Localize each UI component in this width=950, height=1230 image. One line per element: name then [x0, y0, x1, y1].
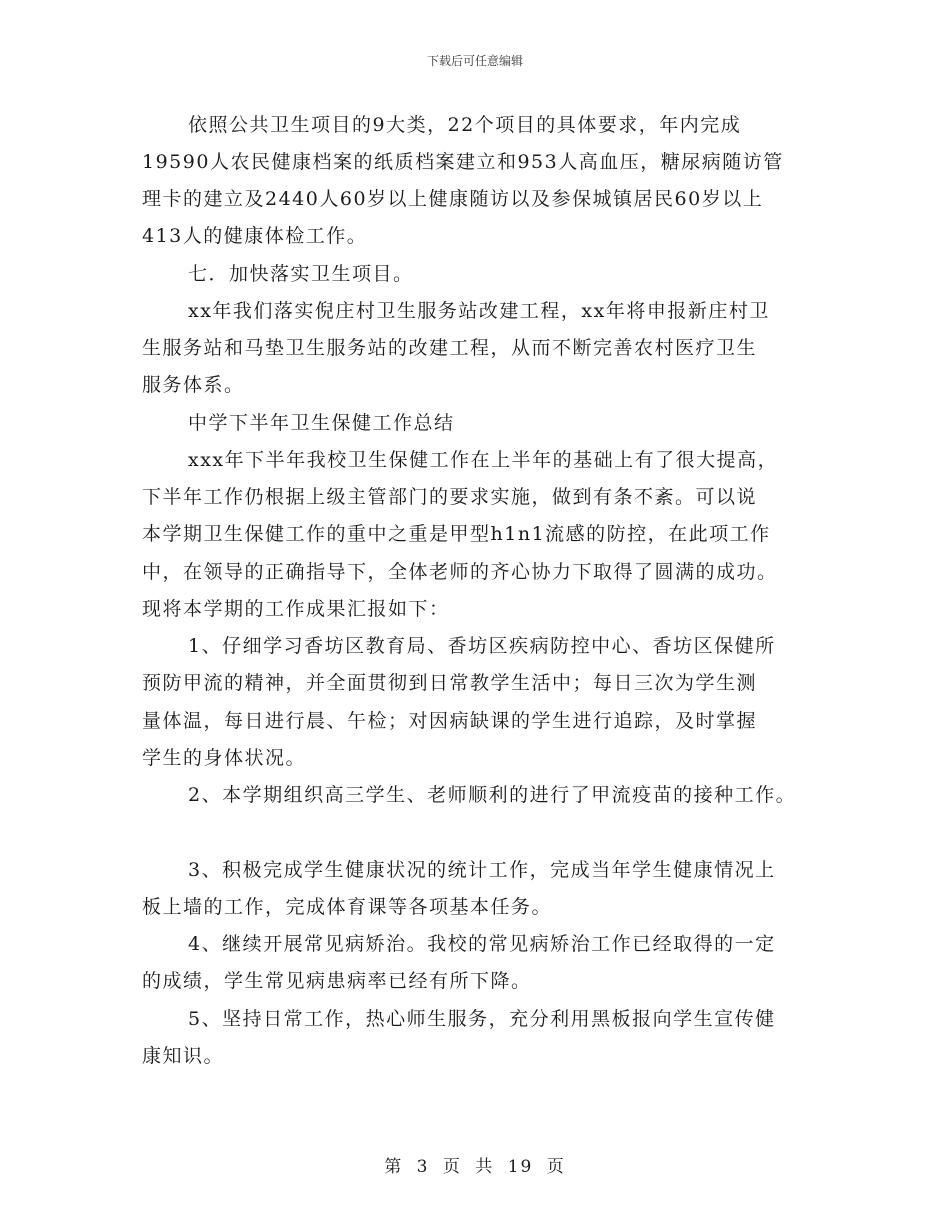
paragraph-line: 服务体系。 [142, 374, 245, 396]
paragraph-line: xx年我们落实倪庄村卫生服务站改建工程，xx年将申报新庄村卫 [188, 300, 770, 322]
list-item-line: 1、仔细学习香坊区教育局、香坊区疾病防控中心、香坊区保健所 [188, 635, 776, 657]
list-item-line: 的成绩，学生常见病患病率已经有所下降。 [142, 970, 532, 992]
footer-total-pages: 19 [507, 1157, 534, 1177]
list-item-line: 预防甲流的精神，并全面贯彻到日常教学生活中；每日三次为学生测 [142, 672, 758, 694]
paragraph-line: 现将本学期的工作成果汇报如下： [142, 598, 450, 620]
paragraph-line: 本学期卫生保健工作的重中之重是甲型h1n1流感的防控，在此项工作 [142, 523, 771, 545]
list-item-line: 量体温，每日进行晨、午检；对因病缺课的学生进行追踪，及时掌握 [142, 710, 758, 732]
list-item-line: 康知识。 [142, 1045, 225, 1067]
list-item-line: 学生的身体状况。 [142, 747, 307, 769]
footer-current-page: 3 [416, 1157, 430, 1177]
paragraph-line: 生服务站和马垫卫生服务站的改建工程，从而不断完善农村医疗卫生 [142, 337, 758, 359]
document-title: 中学下半年卫生保健工作总结 [188, 412, 455, 434]
header-note: 下载后可任意编辑 [426, 54, 523, 68]
paragraph-line: 中，在领导的正确指导下，全体老师的齐心协力下取得了圆满的成功。 [142, 561, 778, 583]
paragraph-line: 413人的健康体检工作。 [142, 225, 368, 247]
page-number-footer [0, 1152, 950, 1177]
paragraph-line: xxx年下半年我校卫生保健工作在上半年的基础上有了很大提高， [188, 449, 779, 471]
footer-label-total: 共 [475, 1157, 495, 1177]
section-heading: 七．加快落实卫生项目。 [188, 263, 414, 285]
footer-label-page: 第 [384, 1157, 404, 1177]
paragraph-line: 19590人农民健康档案的纸质档案建立和953人高血压，糖尿病随访管 [142, 151, 784, 173]
footer-label-unit: 页 [442, 1157, 462, 1177]
list-item-line: 3、积极完成学生健康状况的统计工作，完成当年学生健康情况上 [188, 859, 776, 881]
list-item-line: 板上墙的工作，完成体育课等各项基本任务。 [142, 896, 553, 918]
paragraph-line: 理卡的建立及2440人60岁以上健康随访以及参保城镇居民60岁以上 [142, 188, 764, 210]
list-item-line: 4、继续开展常见病矫治。我校的常见病矫治工作已经取得的一定 [188, 933, 776, 955]
list-item-line: 2、本学期组织高三学生、老师顺利的进行了甲流疫苗的接种工作。 [188, 784, 797, 806]
paragraph-line: 依照公共卫生项目的9大类，22个项目的具体要求，年内完成 [188, 114, 742, 136]
list-item-line: 5、坚持日常工作，热心师生服务，充分利用黑板报向学生宣传健 [188, 1008, 776, 1030]
footer-label-unit-2: 页 [546, 1157, 566, 1177]
paragraph-line: 下半年工作仍根据上级主管部门的要求实施，做到有条不紊。可以说 [142, 486, 758, 508]
